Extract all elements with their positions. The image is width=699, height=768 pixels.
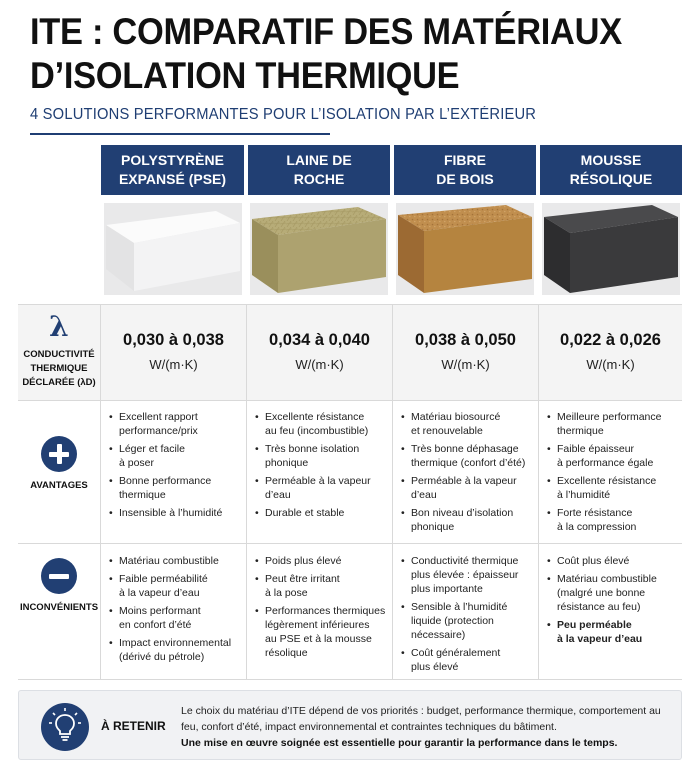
title-line-2: D’ISOLATION THERMIQUE <box>30 55 460 96</box>
row-divider <box>18 304 682 305</box>
lightbulb-icon <box>41 703 89 751</box>
laine-de-roche-board-image <box>250 203 388 295</box>
conductivity-value-laine-de-roche: 0,034 à 0,040 <box>269 331 370 349</box>
list-item: • Conductivité thermique plus élevée : épaisseur plus importante <box>400 554 536 596</box>
list-item: • Bon niveau d’isolation phonique <box>400 506 536 534</box>
conductivity-label: CONDUCTIVITÉ THERMIQUE DÉCLARÉE (λD) <box>22 349 96 388</box>
minus-icon <box>41 558 77 594</box>
conductivity-row <box>18 305 682 400</box>
avantages-list-laine-de-roche <box>254 410 390 524</box>
list-item: • Très bonne isolation phonique <box>254 442 390 470</box>
row-divider <box>18 400 682 401</box>
page-subtitle: 4 SOLUTIONS PERFORMANTES POUR L’ISOLATION PAR L’EXTÉRIEUR <box>30 106 537 123</box>
list-item: • Meilleure performance thermique <box>546 410 680 438</box>
page-title <box>30 10 644 98</box>
list-item: • Sensible à l’humidité liquide (protection nécessaire) <box>400 600 536 642</box>
list-item: • Insensible à l’humidité <box>108 506 244 520</box>
retenir-highlight: Une mise en œuvre soignée est essentielle pour garantir la performance dans le temps. <box>181 737 618 749</box>
retenir-label: À RETENIR <box>101 719 166 733</box>
conductivity-value-fibre-de-bois: 0,038 à 0,050 <box>415 331 516 349</box>
list-item: • Peut être irritant à la pose <box>254 572 390 600</box>
list-item: • Excellent rapport performance/prix <box>108 410 244 438</box>
list-item: • Coût généralement plus élevé <box>400 646 536 674</box>
list-item: • Faible perméabilité à la vapeur d’eau <box>108 572 244 600</box>
inconvenients-list-laine-de-roche <box>254 554 390 664</box>
conductivity-unit-laine-de-roche: W/(m·K) <box>295 357 344 372</box>
list-item: • Forte résistance à la compression <box>546 506 680 534</box>
list-item: • Perméable à la vapeur d’eau <box>400 474 536 502</box>
list-item: • Bonne performance thermique <box>108 474 244 502</box>
list-item: • Léger et facile à poser <box>108 442 244 470</box>
fibre-de-bois-board-image <box>396 203 534 295</box>
mousse-resolique-board-image <box>542 203 680 295</box>
inconvenients-label: INCONVÉNIENTS <box>19 602 99 613</box>
list-item: • Coût plus élevé <box>546 554 680 568</box>
plus-icon <box>41 436 77 472</box>
row-divider <box>18 543 682 544</box>
list-item: • Matériau combustible (malgré une bonne résistance au feu) <box>546 572 680 614</box>
column-header-mousse-resolique: MOUSSE RÉSOLIQUE <box>540 145 682 195</box>
avantages-list-fibre-de-bois <box>400 410 536 538</box>
list-item: • Excellente résistance à l’humidité <box>546 474 680 502</box>
avantages-list-pse <box>108 410 244 524</box>
subtitle-underline <box>30 133 330 135</box>
conductivity-value-pse: 0,030 à 0,038 <box>123 331 224 349</box>
list-item: • Performances thermiques légèrement inférieures au PSE et à la mousse résolique <box>254 604 390 660</box>
inconvenients-list-fibre-de-bois <box>400 554 536 678</box>
column-header-fibre-de-bois: FIBRE DE BOIS <box>394 145 536 195</box>
avantages-list-mousse-resolique <box>546 410 680 538</box>
pse-board-image <box>104 203 242 295</box>
list-item: • Peu perméable à la vapeur d’eau <box>546 618 680 646</box>
list-item: • Faible épaisseur à performance égale <box>546 442 680 470</box>
conductivity-unit-pse: W/(m·K) <box>149 357 198 372</box>
retenir-text: Le choix du matériau d’ITE dépend de vos priorités : budget, performance thermique, comportement au feu, confort d’été, impact environnemental et contraintes techniques du bâtiment. <box>181 705 661 733</box>
list-item: • Matériau combustible <box>108 554 244 568</box>
list-item: • Excellente résistance au feu (incombustible) <box>254 410 390 438</box>
conductivity-unit-mousse-resolique: W/(m·K) <box>586 357 635 372</box>
retenir-box <box>18 690 682 760</box>
list-item: • Moins performant en confort d’été <box>108 604 244 632</box>
list-item: • Matériau biosourcé et renouvelable <box>400 410 536 438</box>
inconvenients-list-pse <box>108 554 244 668</box>
inconvenients-list-mousse-resolique <box>546 554 680 650</box>
avantages-label: AVANTAGES <box>30 480 88 491</box>
list-item: • Durable et stable <box>254 506 390 520</box>
column-header-laine-de-roche: LAINE DE ROCHE <box>248 145 390 195</box>
column-header-pse: POLYSTYRÈNE EXPANSÉ (PSE) <box>101 145 244 195</box>
conductivity-value-mousse-resolique: 0,022 à 0,026 <box>560 331 661 349</box>
list-item: • Poids plus élevé <box>254 554 390 568</box>
row-divider <box>18 679 682 680</box>
list-item: • Impact environnemental (dérivé du pétrole) <box>108 636 244 664</box>
list-item: • Très bonne déphasage thermique (confort d’été) <box>400 442 536 470</box>
lambda-icon: λ <box>49 310 69 343</box>
conductivity-unit-fibre-de-bois: W/(m·K) <box>441 357 490 372</box>
list-item: • Perméable à la vapeur d’eau <box>254 474 390 502</box>
title-line-1: ITE : COMPARATIF DES MATÉRIAUX <box>30 11 622 52</box>
